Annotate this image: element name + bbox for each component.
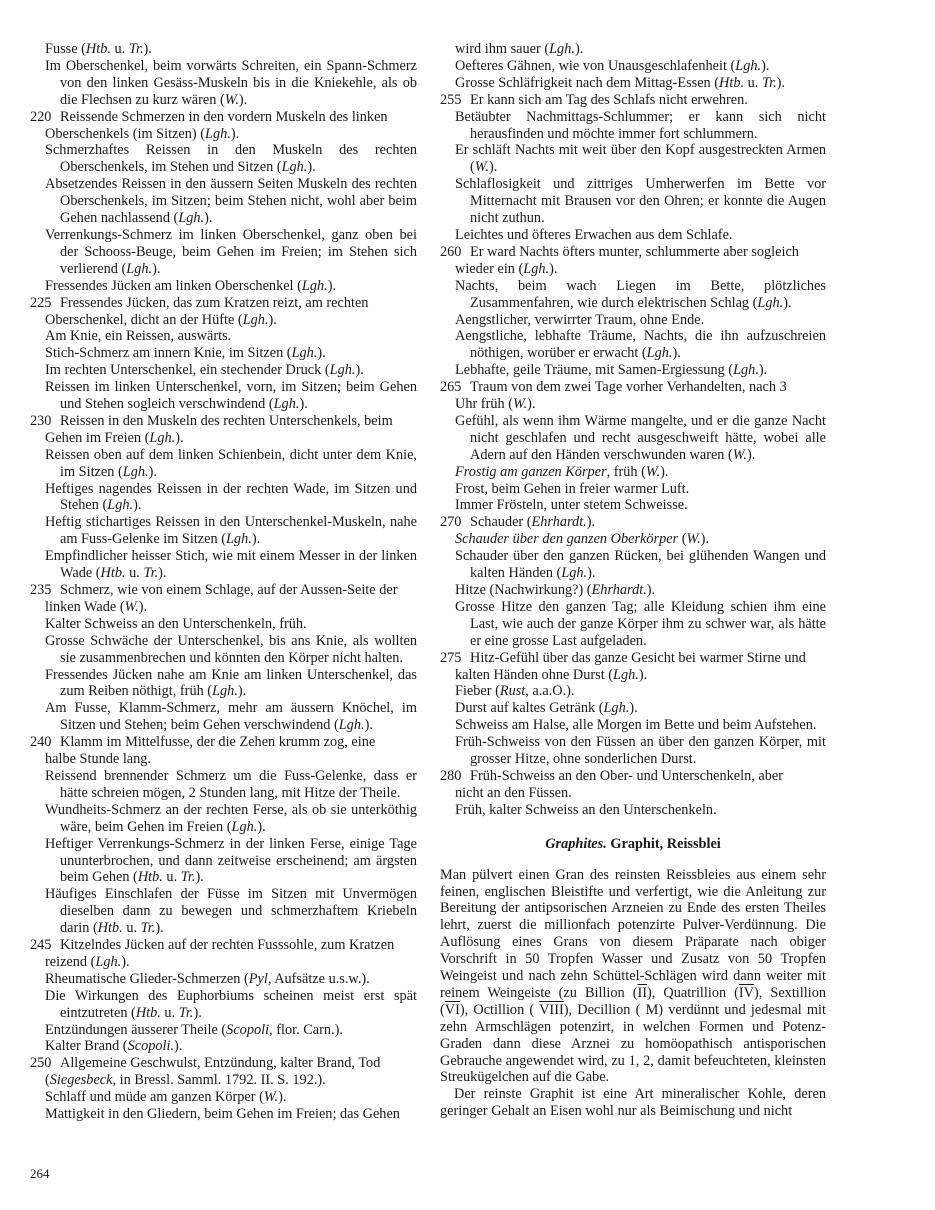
symptom-entry: Absetzendes Reissen in den äussern Seiten Muskeln des rechten Oberschenkels, im Sitzen; beim Stehen nicht, wohl aber beim Gehen nachlassend (Lgh.).: [45, 176, 417, 227]
symptom-entry: Heftiger Verrenkungs-Schmerz in der linken Ferse, einige Tage ununterbrochen, und dann zeitweise erscheinend; am ärgsten beim Gehen (Htb. u. Tr.).: [45, 835, 417, 886]
entry-continuation: Gehen im Freien (Lgh.).: [45, 429, 184, 446]
symptom-entry: [440, 379, 826, 413]
symptom-entry: [30, 582, 417, 616]
symptom-entry: Grosse Schwäche der Unterschenkel, bis ans Knie, als wollten sie zusammenbrechen und könnten den Körper nicht halten.: [45, 632, 417, 666]
section-body: [440, 867, 826, 1121]
symptom-entry: Schmerzhaftes Reissen in den Muskeln des rechten Oberschenkels, im Stehen und Sitzen (Lgh.).: [45, 142, 417, 176]
symptom-entry: Heftig stichartiges Reissen in den Unterschenkel-Muskeln, nahe am Fuss-Gelenke im Sitzen (Lgh.).: [45, 514, 417, 548]
symptom-entry: Fressendes Jücken nahe am Knie am linken Unterschenkel, das zum Reiben nöthigt, früh (Lgh.).: [45, 666, 417, 700]
symptom-entry: Frostig am ganzen Körper, früh (W.).: [455, 463, 669, 480]
symptom-entry: Grosse Schläfrigkeit nach dem Mittag-Essen (Htb. u. Tr.).: [455, 74, 785, 91]
symptom-entry: Im Oberschenkel, beim vorwärts Schreiten, ein Spann-Schmerz von den linken Gesäss-Muskeln bis in die Kniekehle, als ob die Flechsen zu kurz wären (W.).: [45, 57, 417, 108]
symptom-entry: [30, 1055, 417, 1089]
entry-continuation: reizend (Lgh.).: [45, 953, 130, 970]
symptom-entry: Schauder über den ganzen Rücken, bei glühenden Wangen und kalten Händen (Lgh.).: [455, 548, 826, 582]
symptom-entry: Fieber (Rust, a.a.O.).: [455, 683, 575, 700]
right-column: [440, 41, 826, 1120]
section-paragraph: Der reinste Graphit ist eine Art mineralischer Kohle, deren geringer Gehalt an Eisen wohl nur als Beimischung und nicht: [440, 1086, 826, 1120]
symptom-entry: Heftiges nagendes Reissen in der rechten Wade, im Sitzen und Stehen (Lgh.).: [45, 480, 417, 514]
entry-number: 255: [440, 91, 462, 108]
symptom-entry: Am Fusse, Klamm-Schmerz, mehr am äussern Knöchel, im Sitzen und Stehen; beim Gehen verschwindend (Lgh.).: [45, 700, 417, 734]
entry-continuation: Oberschenkel, dicht an der Hüfte (Lgh.).: [45, 311, 277, 328]
symptom-entry: Empfindlicher heisser Stich, wie mit einem Messer in der linken Wade (Htb. u. Tr.).: [45, 548, 417, 582]
symptom-entry: Schweiss am Halse, alle Morgen im Bette und beim Aufstehen.: [455, 717, 817, 734]
entry-number: 245: [30, 937, 52, 954]
symptom-entry: Betäubter Nachmittags-Schlummer; er kann sich nicht herausfinden und möchte immer fort schlummern.: [455, 108, 826, 142]
entry-text: Früh-Schweiss an den Ober- und Unterschenkeln, aber: [470, 767, 783, 784]
entry-continuation: linken Wade (W.).: [45, 598, 148, 615]
symptom-entry: [440, 92, 826, 109]
symptom-entry: Reissend brennender Schmerz um die Fuss-Gelenke, dass er hätte schreien mögen, 2 Stunden lang, mit Hitze der Theile.: [45, 767, 417, 801]
section-paragraph: Man pülvert einen Gran des reinsten Reissbleies aus einem sehr feinen, englischen Bleistifte und verfertigt, wie die Anleitung zur Bereitung der antipsorischen Arzneien zu Ende des ersten Theiles lehrt, zuerst die millionfach potenzirte Pulver-Verdünnung. Die Auflösung eines Grans von diesem Präparate nach obiger Vorschrift in 50 Tropfen Wasser und Zusatz von 50 Tropfen Weingeist und nach zehn Schüttel-Schlägen wird dann weiter mit reinem Weingeiste (zu Billion $(\overline{II})$, Quatrillion $(\overline{IV})$, Sextillion $(\overline{VI})$, Octillion ( VIII), Decillion ( M) verdünnt und jedesmal mit zehn Armschlägen potenzirt, in welchen Formen und Potenz-Graden dann diese Arznei zu homöopathisch antisporischen Gebrauche angewendet wird, zu 1, 2, damit befeuchteten, kleinsten Streukügelchen auf die Gabe.: [440, 866, 826, 1086]
entry-text: Schmerz, wie von einem Schlage, auf der Aussen-Seite der: [60, 582, 398, 598]
entry-text: Schauder (Ehrhardt.).: [470, 514, 596, 531]
entry-continuation: Uhr früh (W.).: [455, 396, 536, 413]
symptom-entry: [440, 514, 826, 531]
entry-text: Kitzelndes Jücken auf der rechten Fusssohle, zum Kratzen: [60, 937, 395, 954]
symptom-entry: Die Wirkungen des Euphorbiums scheinen meist erst spät eintzutreten (Htb. u. Tr.).: [45, 987, 417, 1021]
symptom-entry: [440, 768, 826, 802]
symptom-entry: Entzündungen äusserer Theile (Scopoli, flor. Carn.).: [45, 1021, 343, 1038]
symptom-entry: Aengstlicher, verwirrter Traum, ohne Ende.: [455, 311, 705, 328]
symptom-entry: Oefteres Gähnen, wie von Unausgeschlafenheit (Lgh.).: [455, 57, 770, 74]
entry-continuation: nicht an den Füssen.: [455, 784, 572, 801]
entry-continuation: (Siegesbeck, in Bressl. Samml. 1792. II. S. 192.).: [45, 1072, 326, 1089]
entry-number: 220: [30, 108, 52, 125]
entry-continuation: Oberschenkels (im Sitzen) (Lgh.).: [45, 125, 240, 142]
symptom-entry: Kalter Brand (Scopoli.).: [45, 1038, 183, 1055]
symptom-entry: Schlaflosigkeit und zittriges Umherwerfen im Bette vor Mitternacht mit Brausen vor den Ohren; er konnte die Augen nicht zuthun.: [455, 176, 826, 227]
entry-text: Allgemeine Geschwulst, Entzündung, kalter Brand, Tod: [60, 1055, 381, 1072]
symptom-entry: Er schläft Nachts mit weit über den Kopf ausgestreckten Armen (W.).: [455, 142, 826, 176]
symptom-entry: [440, 244, 826, 278]
entry-text: Traum von dem zwei Tage vorher Verhandelten, nach 3: [470, 379, 787, 396]
symptom-entry: Frost, beim Gehen in freier warmer Luft.: [455, 480, 690, 497]
symptom-entry: Am Knie, ein Reissen, auswärts.: [45, 328, 232, 345]
symptom-entry: Fusse (Htb. u. Tr.).: [45, 41, 152, 57]
symptom-entry: Fressendes Jücken am linken Oberschenkel (Lgh.).: [45, 277, 337, 294]
entry-text: Reissende Schmerzen in den vordern Muskeln des linken: [60, 108, 388, 125]
entry-number: 250: [30, 1055, 52, 1072]
symptom-entry: [30, 937, 417, 971]
entry-number: 270: [440, 514, 462, 531]
symptom-entry: Früh, kalter Schweiss an den Unterschenkeln.: [455, 801, 717, 818]
symptom-entry: Rheumatische Glieder-Schmerzen (Pyl, Aufsätze u.s.w.).: [45, 970, 370, 987]
entry-number: 265: [440, 379, 462, 396]
entry-text: Er ward Nachts öfters munter, schlummerte aber sogleich: [470, 243, 799, 260]
entry-number: 225: [30, 294, 52, 311]
symptom-entry: [30, 295, 417, 329]
entry-continuation: halbe Stunde lang.: [45, 751, 152, 768]
entry-continuation: kalten Händen ohne Durst (Lgh.).: [455, 666, 648, 683]
symptom-entry: Verrenkungs-Schmerz im linken Oberschenkel, ganz oben bei der Schooss-Beuge, beim Gehen im Freien; im Stehen sich verlierend (Lgh.).: [45, 226, 417, 277]
symptom-entry: Aengstliche, lebhafte Träume, Nachts, die ihn aufzuschreien nöthigen, worüber er erwacht (Lgh.).: [455, 328, 826, 362]
symptom-entry: Im rechten Unterschenkel, ein stechender Druck (Lgh.).: [45, 362, 364, 379]
symptom-entry: Grosse Hitze den ganzen Tag; alle Kleidung schien ihm eine Last, wie auch der ganze Körper ihm zu schwer war, als hätte er eine grosse Last aufgeladen.: [455, 598, 826, 649]
page-number: 264: [30, 1166, 50, 1181]
symptom-entry: Nachts, beim wach Liegen im Bette, plötzliches Zusammenfahren, wie durch elektrischen Schlag (Lgh.).: [455, 277, 826, 311]
symptom-entry: Mattigkeit in den Gliedern, beim Gehen im Freien; das Gehen: [45, 1106, 400, 1123]
symptom-entry: Häufiges Einschlafen der Füsse im Sitzen mit Unvermögen dieselben dann zu bewegen und schmerzhaftem Kriebeln darin (Htb. u. Tr.).: [45, 886, 417, 937]
symptom-entry: Gefühl, als wenn ihm Wärme mangelte, und er die ganze Nacht nicht geschlafen und recht ausgeschweift hätte, wobei alle Adern auf den Händen verschwunden waren (W.).: [455, 412, 826, 463]
symptom-entry: Leichtes und öfteres Erwachen aus dem Schlafe.: [455, 226, 733, 243]
symptom-entry: Immer Frösteln, unter stetem Schweisse.: [455, 497, 688, 514]
symptom-entry: Stich-Schmerz am innern Knie, im Sitzen (Lgh.).: [45, 345, 326, 362]
entry-number: 260: [440, 243, 462, 260]
symptom-entry: Durst auf kaltes Getränk (Lgh.).: [455, 700, 638, 717]
symptom-entry: Schlaff und müde am ganzen Körper (W.).: [45, 1089, 287, 1106]
symptom-entry: Früh-Schweiss von den Füssen an über den ganzen Körper, mit grosser Hitze, ohne sonderlichen Durst.: [455, 734, 826, 768]
entry-number: 230: [30, 412, 52, 429]
symptom-entry: [440, 650, 826, 684]
symptom-entry: Reissen oben auf dem linken Schienbein, dicht unter dem Knie, im Sitzen (Lgh.).: [45, 446, 417, 480]
symptom-entry: Schauder über den ganzen Oberkörper (W.).: [455, 531, 710, 548]
symptom-entry: Lebhafte, geile Träume, mit Samen-Ergiessung (Lgh.).: [455, 362, 768, 379]
entry-text: Reissen in den Muskeln des rechten Unterschenkels, beim: [60, 412, 393, 429]
entry-text: Klamm im Mittelfusse, der die Zehen krumm zog, eine: [60, 734, 376, 751]
section-heading: Graphites. Graphit, Reissblei: [545, 835, 721, 852]
entry-text: Er kann sich am Tag des Schlafs nicht erwehren.: [470, 91, 748, 108]
entry-number: 275: [440, 649, 462, 666]
symptom-entry: [30, 413, 417, 447]
symptom-entry: Hitze (Nachwirkung?) (Ehrhardt.).: [455, 582, 656, 598]
symptom-entry: [30, 109, 417, 143]
entry-text: Hitz-Gefühl über das ganze Gesicht bei warmer Stirne und: [470, 649, 806, 666]
right-entries: [440, 41, 826, 819]
entry-text: Fressendes Jücken, das zum Kratzen reizt, am rechten: [60, 294, 369, 311]
symptom-entry: [30, 734, 417, 768]
left-column: [30, 41, 417, 1123]
entry-number: 280: [440, 767, 462, 784]
entry-number: 235: [30, 582, 52, 598]
symptom-entry: Wundheits-Schmerz an der rechten Ferse, als ob sie unterköthig wäre, beim Gehen im Freien (Lgh.).: [45, 801, 417, 835]
entry-continuation: wieder ein (Lgh.).: [455, 260, 558, 277]
symptom-entry: wird ihm sauer (Lgh.).: [455, 41, 584, 57]
symptom-entry: Reissen im linken Unterschenkel, vorn, im Sitzen; beim Gehen und Stehen sogleich verschwindend (Lgh.).: [45, 379, 417, 413]
entry-number: 240: [30, 734, 52, 751]
symptom-entry: Kalter Schweiss an den Unterschenkeln, früh.: [45, 615, 307, 632]
